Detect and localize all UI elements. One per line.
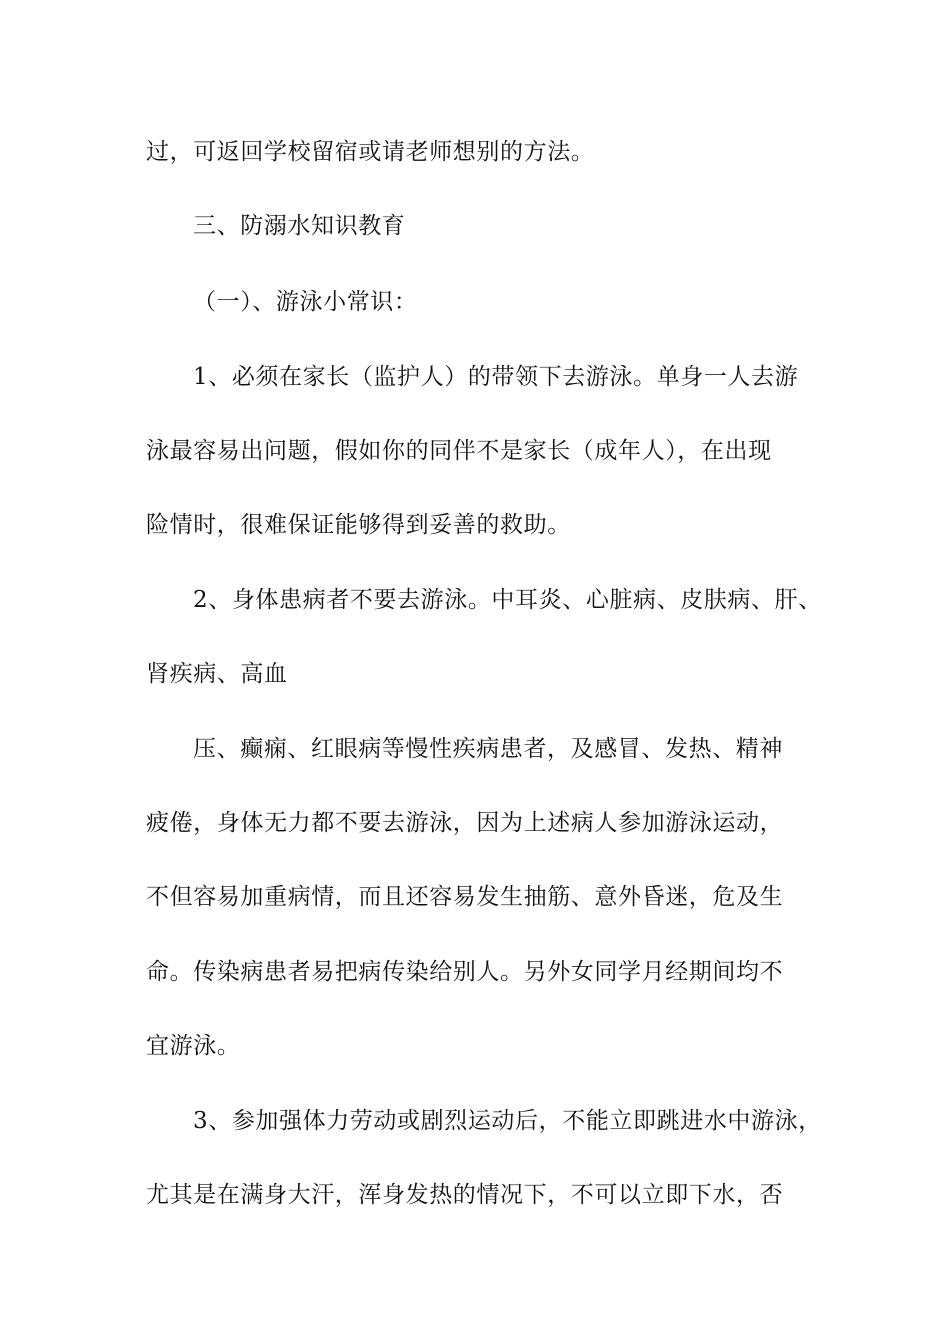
paragraph-line: 险情时，很难保证能够得到妥善的救助。 — [146, 512, 571, 538]
paragraph-line: 不但容易加重病情，而且还容易发生抽筋、意外昏迷，危及生 — [146, 884, 784, 910]
paragraph-line: 命。传染病患者易把病传染给别人。另外女同学月经期间均不 — [146, 959, 784, 985]
section-heading: 三、防溺水知识教育 — [193, 213, 406, 239]
paragraph-line: 宜游泳。 — [146, 1033, 241, 1059]
paragraph-line: 压、癫痫、红眼病等慢性疾病患者，及感冒、发热、精神 — [193, 736, 783, 762]
paragraph-line: 尤其是在满身大汗，浑身发热的情况下，不可以立即下水，否 — [146, 1182, 784, 1208]
paragraph-line: 1、必须在家长（监护人）的带领下去游泳。单身一人去游 — [193, 364, 799, 390]
paragraph-line: 3、参加强体力劳动或剧烈运动后，不能立即跳进水中游泳， — [193, 1108, 822, 1134]
paragraph-line: 疲倦，身体无力都不要去游泳，因为上述病人参加游泳运动， — [146, 810, 784, 836]
paragraph-line: 过，可返回学校留宿或请老师想别的方法。 — [146, 139, 595, 165]
subsection-heading: （一）、游泳小常识： — [193, 289, 418, 315]
paragraph-line: 肾疾病、高血 — [146, 661, 288, 687]
paragraph-line: 2、身体患病者不要去游泳。中耳炎、心脏病、皮肤病、肝、 — [193, 587, 822, 613]
paragraph-line: 泳最容易出问题，假如你的同伴不是家长（成年人），在出现 — [146, 438, 772, 464]
